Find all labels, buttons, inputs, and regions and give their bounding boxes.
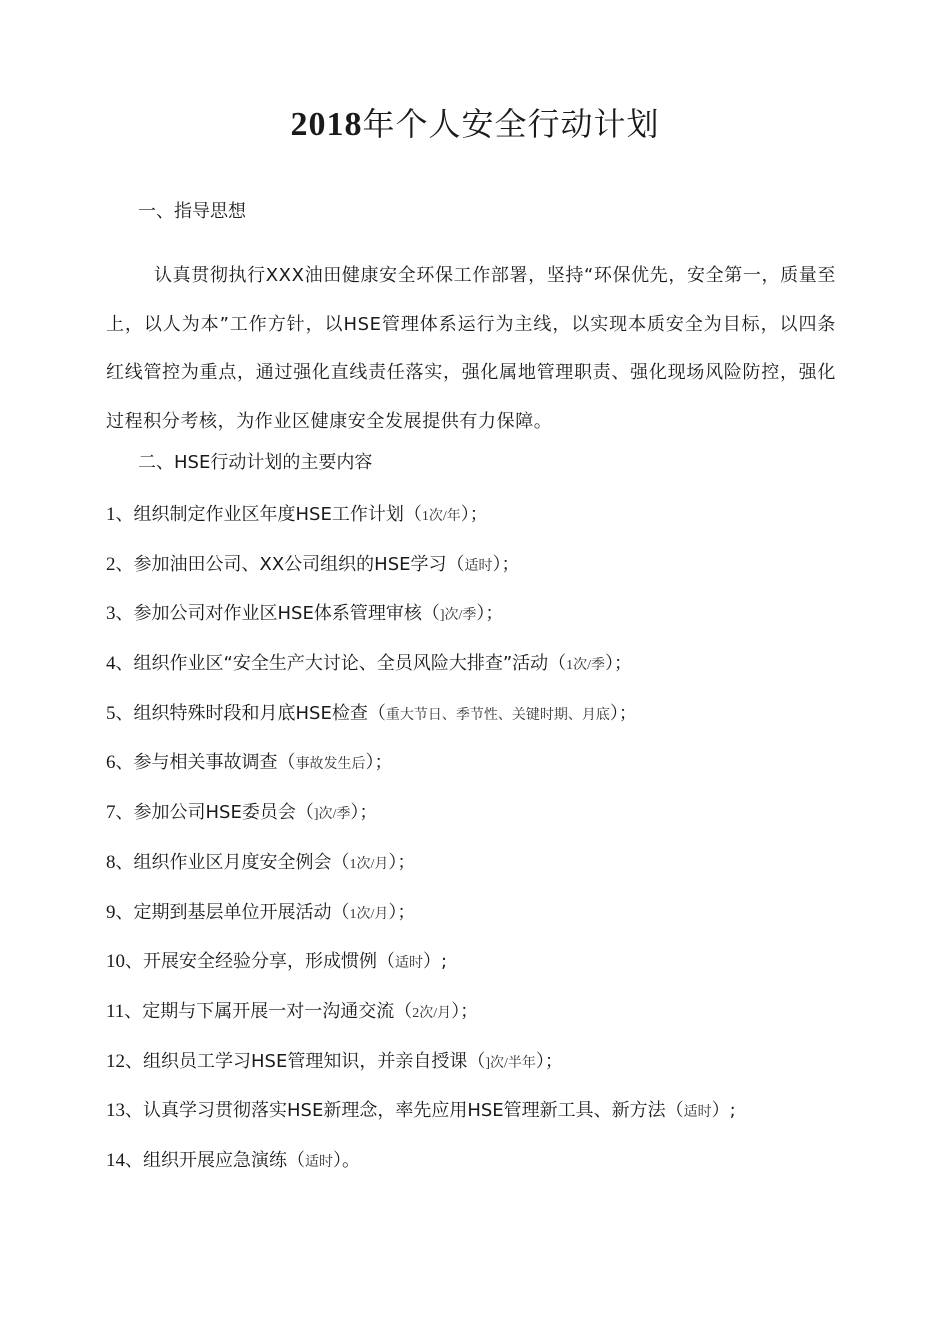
list-item-note: 重大节日、季节性、关键时期、月底 xyxy=(385,707,610,723)
list-item-num: 3 xyxy=(106,603,116,625)
list-item-num: 2 xyxy=(106,553,116,575)
list-item-text: 、定期与下属开展一对一沟通交流（ xyxy=(124,1000,413,1022)
list-item xyxy=(106,1096,866,1146)
action-plan-list xyxy=(106,500,866,1196)
list-item-text: 、组织作业区“安全生产大讨论、全员风险大排查”活动（ xyxy=(115,653,567,675)
list-item xyxy=(106,997,866,1047)
list-item-end: ）； xyxy=(388,851,416,873)
page-title xyxy=(0,100,950,149)
list-item-num: 7 xyxy=(106,802,116,824)
list-item-note: 1次/月 xyxy=(349,856,389,872)
list-item-text: 、组织开展应急演练（ xyxy=(125,1149,305,1171)
list-item-end: ）; xyxy=(711,1100,736,1122)
list-item-end: ）； xyxy=(388,901,416,923)
list-item xyxy=(106,947,866,997)
list-item xyxy=(106,649,866,699)
list-item-text: 、定期到基层单位开展活动（ xyxy=(115,901,350,923)
list-item-end: ）; xyxy=(423,951,448,973)
list-item xyxy=(106,699,866,749)
section-heading-action-plan: 二、HSE行动计划的主要内容 xyxy=(138,452,373,473)
list-item-end: ）； xyxy=(535,1050,563,1072)
guiding-ideology-paragraph: 认真贯彻执行XXX油田健康安全环保工作部署，坚持“环保优先，安全第一，质量至上，以人为本”工作方针，以HSE管理体系运行为主线，以实现本质安全为目标，以四条红线管控为重点，通过强化直线责任落实，强化属地管理职责、强化现场风险防控，强化过程积分考核，为作业区健康安全发展提供有力保障。 xyxy=(106,265,836,432)
list-item-end: ）； xyxy=(350,802,378,824)
list-item-note: 1次/月 xyxy=(349,906,389,922)
list-item-text: 、认真学习贯彻落实HSE新理念，率先应用HSE管理新工具、新方法（ xyxy=(125,1100,684,1122)
list-item-note: 适时 xyxy=(395,956,423,972)
list-item-note: ]次/季 xyxy=(313,807,351,823)
list-item-num: 5 xyxy=(106,702,116,724)
list-item-end: ）； xyxy=(605,653,633,675)
list-item-note: 适时 xyxy=(683,1105,712,1121)
list-item-end: ）； xyxy=(476,603,504,625)
list-item-end: ）； xyxy=(460,504,488,525)
title-year: 2018 xyxy=(290,106,363,143)
list-item xyxy=(106,748,866,798)
list-item-note: ]次/季 xyxy=(439,608,477,624)
list-item xyxy=(106,798,866,848)
list-item-text: 、组织特殊时段和月底HSE检查（ xyxy=(115,702,386,724)
title-text: 年个人安全行动计划 xyxy=(362,105,660,143)
list-item-text: 、参加公司HSE委员会（ xyxy=(115,802,314,824)
list-item-note: ]次/半年 xyxy=(485,1055,536,1071)
list-item-text: 、参加油田公司、XX公司组织的HSE学习（ xyxy=(115,553,465,575)
list-item-note: 2次/月 xyxy=(412,1005,452,1021)
list-item-note: 事故发生后 xyxy=(295,757,366,773)
list-item-end: ）； xyxy=(609,702,637,724)
list-item-num: 1 xyxy=(106,504,116,525)
list-item-text: 、组织作业区月度安全例会（ xyxy=(115,851,350,873)
list-item-text: 、参与相关事故调查（ xyxy=(115,752,296,774)
list-item-end: ）； xyxy=(492,553,520,575)
list-item-text: 、组织制定作业区年度HSE工作计划（ xyxy=(115,504,422,525)
list-item-num: 12 xyxy=(106,1050,125,1072)
list-item xyxy=(106,550,866,600)
list-item xyxy=(106,599,866,649)
list-item xyxy=(106,898,866,948)
list-item-text: 、开展安全经验分享，形成惯例（ xyxy=(125,951,395,973)
list-item-num: 8 xyxy=(106,851,116,873)
list-item-text: 、组织员工学习HSE管理知识，并亲自授课（ xyxy=(125,1050,486,1072)
list-item-num: 9 xyxy=(106,901,116,923)
list-item xyxy=(106,848,866,898)
list-item-note: 1次/季 xyxy=(566,658,606,674)
list-item-end: ）； xyxy=(451,1000,479,1022)
list-item-note: 1次/年 xyxy=(421,509,461,524)
list-item-end: ）。 xyxy=(333,1149,360,1171)
list-item-num: 11 xyxy=(106,1000,125,1022)
list-item-end: ）； xyxy=(365,752,393,774)
list-item xyxy=(106,1047,866,1097)
list-item-text: 、参加公司对作业区HSE体系管理审核（ xyxy=(115,603,440,625)
list-item xyxy=(106,1146,866,1196)
list-item-num: 4 xyxy=(106,653,116,675)
list-item-note: 适时 xyxy=(464,558,493,574)
list-item xyxy=(106,500,866,550)
list-item-num: 13 xyxy=(106,1100,125,1122)
list-item-num: 14 xyxy=(106,1149,125,1171)
list-item-num: 10 xyxy=(106,951,125,973)
section-heading-guiding-ideology: 一、指导思想 xyxy=(138,201,246,222)
list-item-note: 适时 xyxy=(305,1154,333,1170)
list-item-num: 6 xyxy=(106,752,116,774)
